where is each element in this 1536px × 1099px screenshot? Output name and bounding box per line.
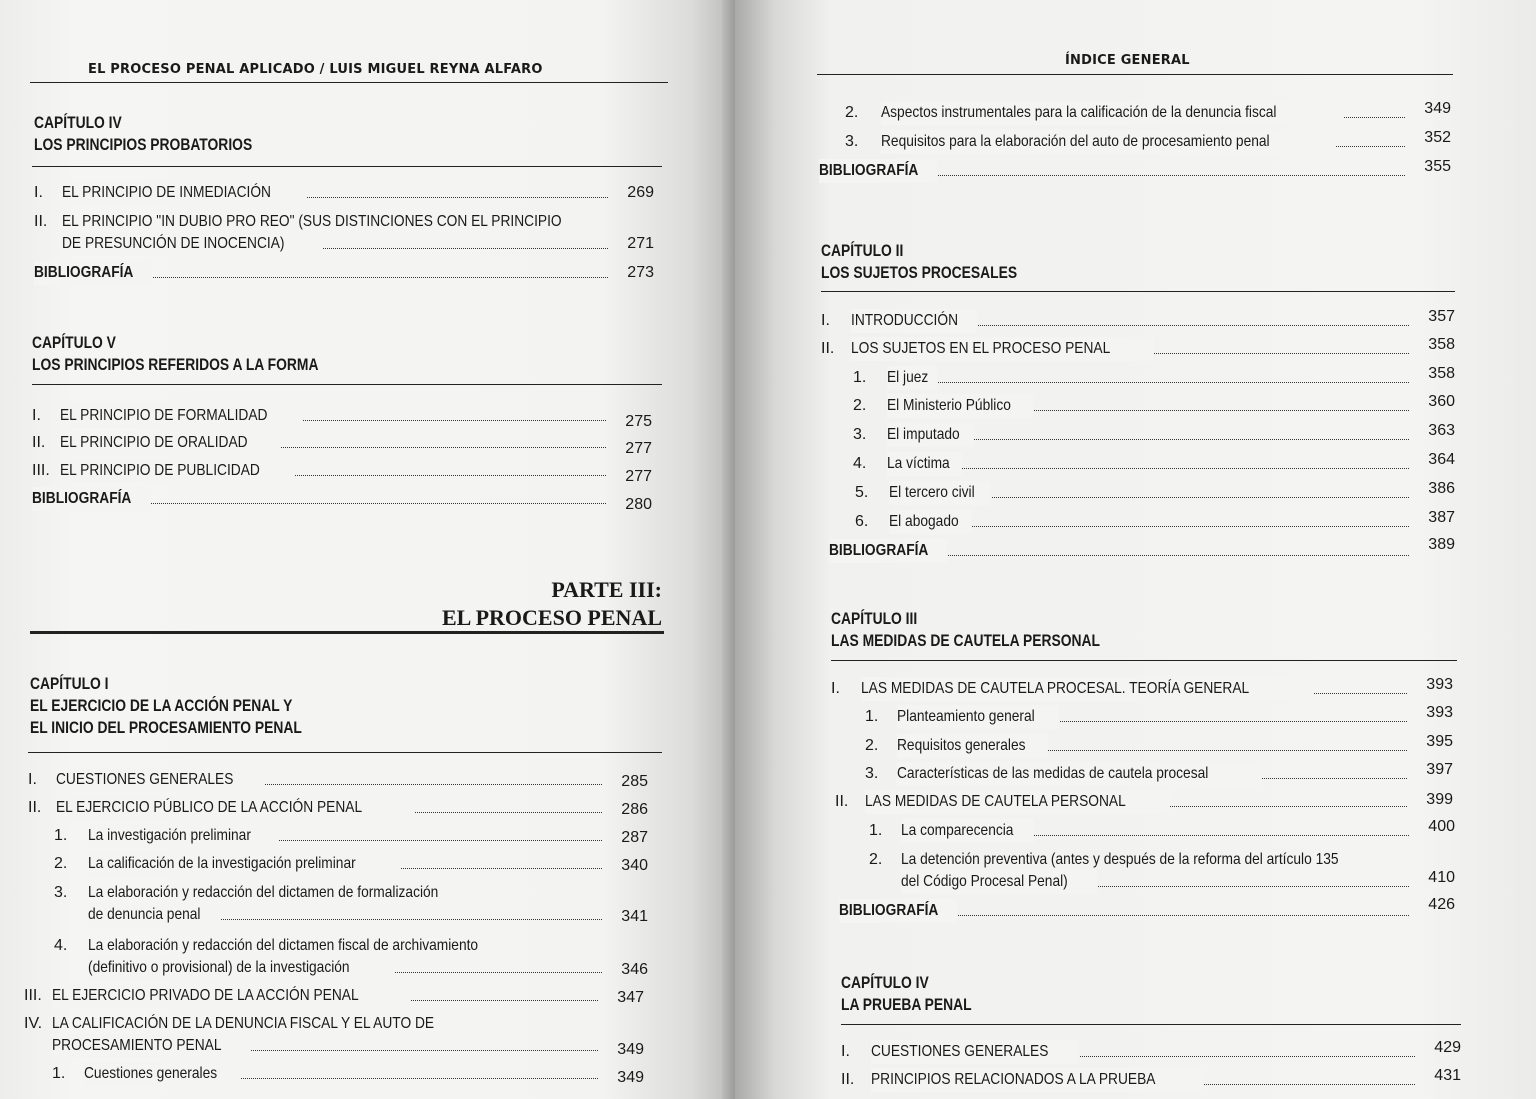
- toc-entry[interactable]: II. LAS MEDIDAS DE CAUTELA PERSONAL 399: [835, 790, 1453, 814]
- running-header: EL PROCESO PENAL APLICADO / LUIS MIGUEL REYNA ALFARO: [88, 62, 543, 77]
- toc-entry[interactable]: 1. La comparecencia 400: [835, 819, 1455, 843]
- chapter-rule: [821, 291, 1455, 292]
- toc-entry[interactable]: IV. LA CALIFICACIÓN DE LA DENUNCIA FISCAL Y EL AUTO DE PROCESAMIENTO PENAL 349: [24, 1015, 644, 1058]
- toc-entry[interactable]: III. EL EJERCICIO PRIVADO DE LA ACCIÓN PENAL 347: [24, 984, 644, 1008]
- left-page: [0, 0, 735, 1099]
- toc-entry-bibliography[interactable]: BIBLIOGRAFÍA 273: [34, 261, 654, 285]
- toc-entry[interactable]: 2. La calificación de la investigación preliminar 340: [28, 852, 648, 876]
- right-page: [735, 0, 1536, 1099]
- header-rule: [30, 82, 668, 83]
- toc-entry[interactable]: 6. El abogado 387: [821, 510, 1455, 534]
- toc-entry[interactable]: 2. Requisitos generales 395: [831, 734, 1453, 758]
- chapter-heading: CAPÍTULO III LAS MEDIDAS DE CAUTELA PERSONAL: [831, 610, 1101, 650]
- chapter-rule: [841, 1024, 1461, 1025]
- toc-entry[interactable]: 3. La elaboración y redacción del dictamen de formalización de denuncia penal 341: [54, 884, 648, 925]
- chapter-heading: CAPÍTULO V LOS PRINCIPIOS REFERIDOS A LA FORMA: [32, 334, 319, 374]
- toc-entry[interactable]: 1. La investigación preliminar 287: [28, 824, 648, 848]
- chapter-heading: CAPÍTULO II LOS SUJETOS PROCESALES: [821, 242, 1018, 282]
- toc-entry[interactable]: II. LOS SUJETOS EN EL PROCESO PENAL 358: [821, 337, 1455, 361]
- part-rule: [30, 631, 664, 634]
- toc-entry[interactable]: I. CUESTIONES GENERALES 285: [28, 768, 648, 792]
- toc-entry[interactable]: I. CUESTIONES GENERALES 429: [841, 1040, 1461, 1064]
- chapter-heading: CAPÍTULO I EL EJERCICIO DE LA ACCIÓN PENAL Y EL INICIO DEL PROCESAMIENTO PENAL: [30, 675, 302, 737]
- chapter-rule: [32, 166, 662, 167]
- chapter-rule: [28, 752, 662, 753]
- toc-entry[interactable]: 3. Requisitos para la elaboración del auto de procesamiento penal 352: [845, 130, 1451, 154]
- toc-entry-bibliography[interactable]: BIBLIOGRAFÍA 426: [839, 899, 1455, 923]
- toc-entry[interactable]: 1. El juez 358: [821, 366, 1455, 390]
- toc-entry[interactable]: II. EL PRINCIPIO "IN DUBIO PRO REO" (SUS DISTINCIONES CON EL PRINCIPIO DE PRESUNCIÓN DE INOCENCIA) 271: [34, 232, 654, 256]
- chapter-heading: CAPÍTULO IV LOS PRINCIPIOS PROBATORIOS: [34, 114, 253, 154]
- toc-entry[interactable]: I. EL PRINCIPIO DE INMEDIACIÓN 269: [34, 181, 654, 205]
- toc-entry-bibliography[interactable]: BIBLIOGRAFÍA 280: [32, 487, 652, 511]
- toc-entry[interactable]: I. INTRODUCCIÓN 357: [821, 309, 1455, 333]
- toc-entry[interactable]: II. EL PRINCIPIO DE ORALIDAD 277: [32, 431, 652, 455]
- toc-entry[interactable]: 1. Planteamiento general 393: [831, 705, 1453, 729]
- toc-entry[interactable]: II. PRINCIPIOS RELACIONADOS A LA PRUEBA 431: [841, 1068, 1461, 1092]
- toc-entry[interactable]: 2. El Ministerio Público 360: [821, 394, 1455, 418]
- chapter-heading: CAPÍTULO IV LA PRUEBA PENAL: [841, 974, 972, 1014]
- toc-entry[interactable]: 4. La víctima 364: [821, 452, 1455, 476]
- running-header: ÍNDICE GENERAL: [1065, 53, 1190, 68]
- header-rule: [817, 74, 1453, 75]
- toc-entry-bibliography[interactable]: BIBLIOGRAFÍA 389: [829, 539, 1455, 563]
- toc-entry[interactable]: 2. Aspectos instrumentales para la calificación de la denuncia fiscal 349: [845, 101, 1451, 125]
- chapter-rule: [831, 660, 1457, 661]
- toc-entry[interactable]: 5. El tercero civil 386: [821, 481, 1455, 505]
- toc-entry[interactable]: 1. Cuestiones generales 349: [24, 1062, 644, 1086]
- toc-entry[interactable]: 3. El imputado 363: [821, 423, 1455, 447]
- toc-entry-bibliography[interactable]: BIBLIOGRAFÍA 355: [819, 159, 1451, 183]
- chapter-rule: [32, 384, 662, 385]
- toc-entry[interactable]: I. EL PRINCIPIO DE FORMALIDAD 275: [32, 404, 652, 428]
- part-heading: PARTE III: EL PROCESO PENAL: [441, 577, 662, 630]
- toc-entry[interactable]: 2. La detención preventiva (antes y después de la reforma del artículo 135 del Código Procesal Penal) 410: [835, 870, 1455, 894]
- toc-entry[interactable]: I. LAS MEDIDAS DE CAUTELA PROCESAL. TEORÍA GENERAL 393: [831, 677, 1453, 701]
- toc-entry[interactable]: II. EL EJERCICIO PÚBLICO DE LA ACCIÓN PENAL 286: [28, 796, 648, 820]
- toc-entry[interactable]: III. EL PRINCIPIO DE PUBLICIDAD 277: [32, 459, 652, 483]
- toc-entry[interactable]: 3. Características de las medidas de cautela procesal 397: [831, 762, 1453, 786]
- toc-entry[interactable]: 4. La elaboración y redacción del dictamen fiscal de archivamiento (definitivo o provisional) de la investigación 346: [54, 937, 648, 978]
